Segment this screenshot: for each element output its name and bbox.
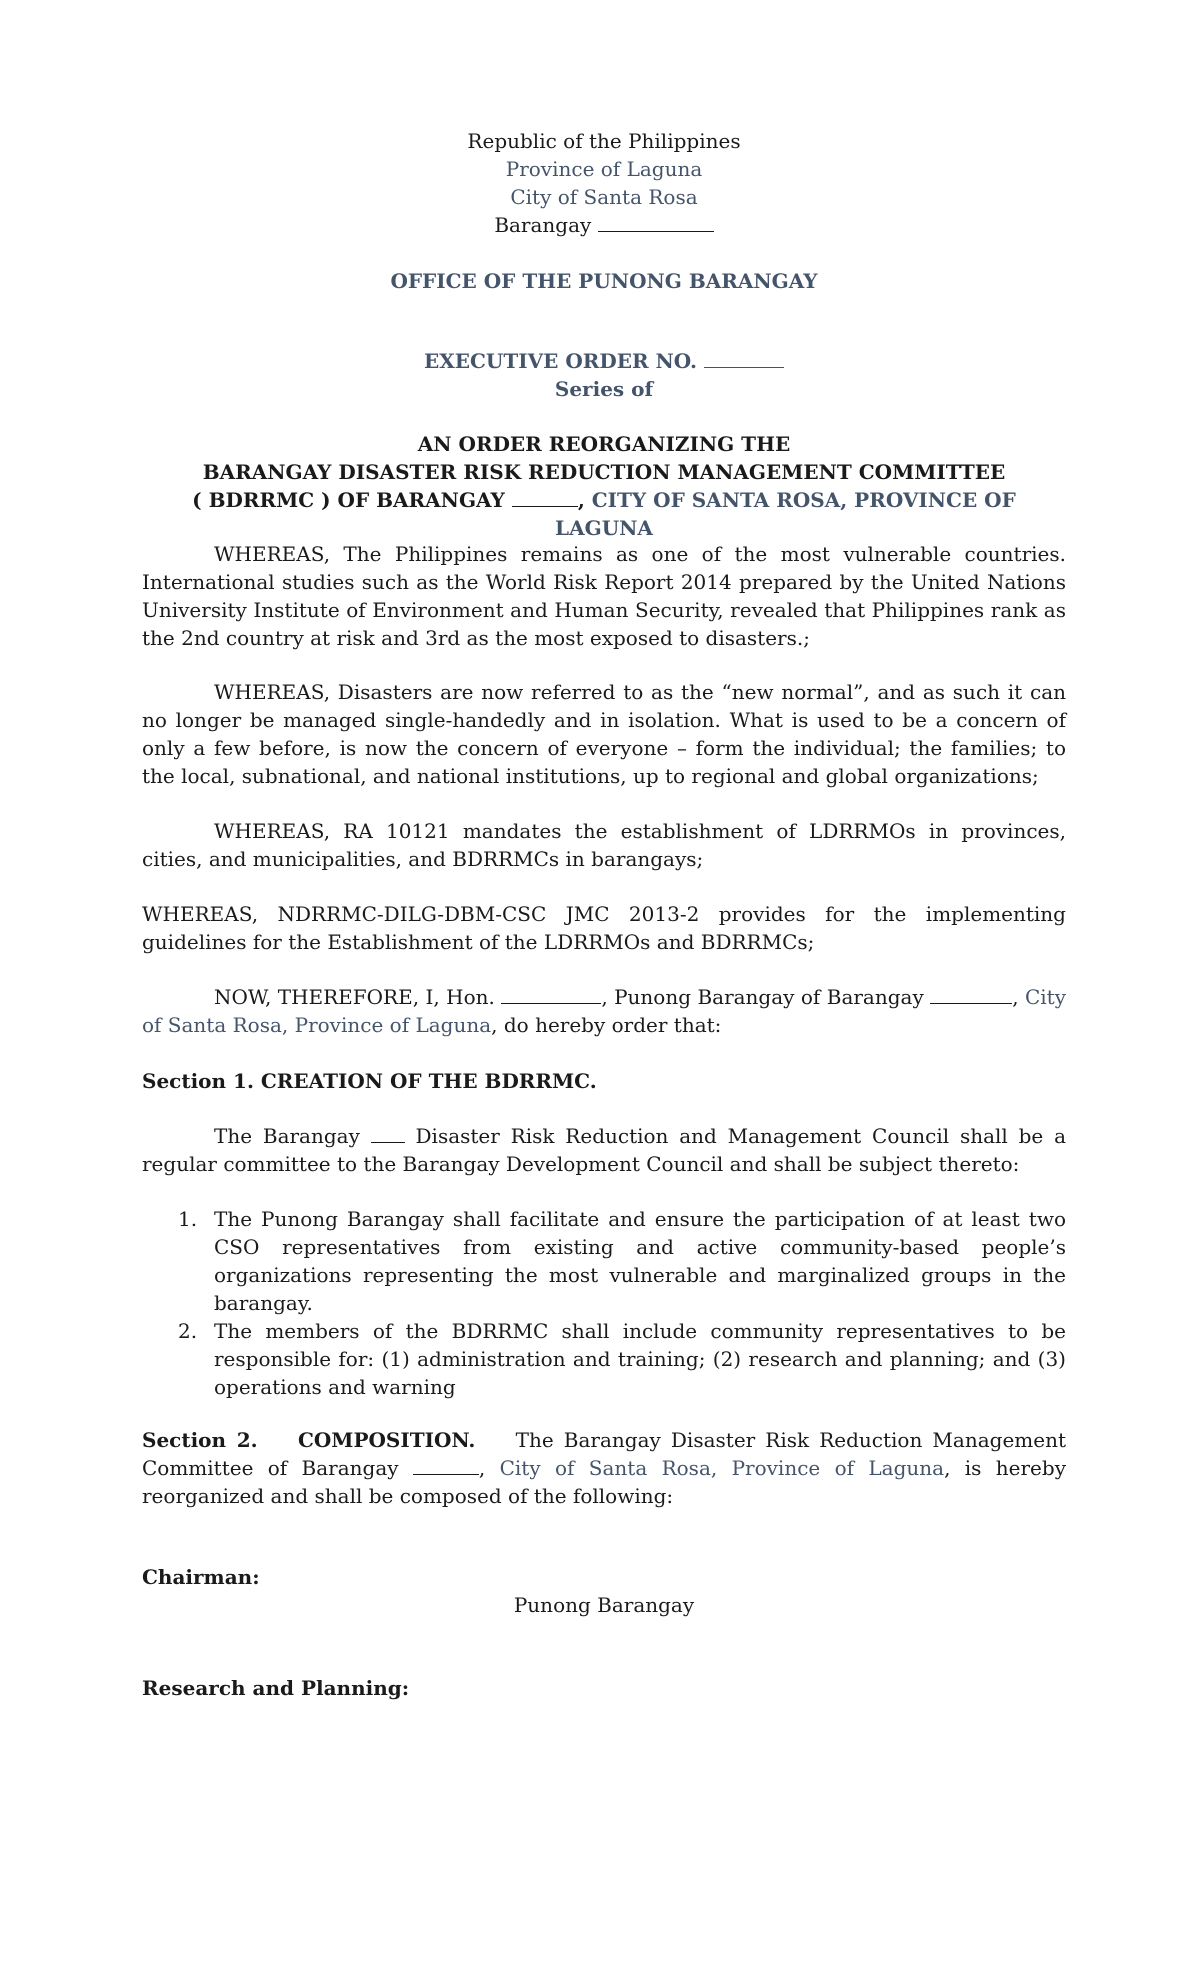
list-item-number: 2. bbox=[178, 1319, 198, 1343]
section1-intro-b: Disaster Risk Reduction and Management Council shall be a regular committee to the Barangay Development Council and shall be subject thereto: bbox=[142, 1124, 1066, 1176]
hon-name-blank bbox=[501, 985, 601, 1004]
barangay-blank bbox=[598, 213, 714, 232]
now-therefore-part2: , Punong Barangay of Barangay bbox=[601, 985, 924, 1009]
order-title-line3 bbox=[142, 486, 1066, 542]
now-therefore-clause bbox=[142, 983, 1066, 1039]
section2-city-province: City of Santa Rosa, Province of Laguna bbox=[499, 1456, 945, 1480]
office-title: OFFICE OF THE PUNONG BARANGAY bbox=[390, 269, 818, 293]
section2-text-a: The Barangay Disaster Risk Reduction Management Committee of Barangay bbox=[142, 1428, 1066, 1480]
list-item bbox=[142, 1317, 1066, 1401]
city-line: City of Santa Rosa bbox=[510, 185, 698, 209]
list-item-text: The Punong Barangay shall facilitate and ensure the participation of at least two CSO representatives from existing and active community-based people’s organizations representing the most vulnerable and marginalized groups in the barangay. bbox=[214, 1207, 1066, 1315]
section2-text-b: , bbox=[478, 1456, 486, 1480]
barangay-line bbox=[142, 211, 1066, 239]
chairman-label: Chairman: bbox=[142, 1565, 260, 1589]
order-title-line2: BARANGAY DISASTER RISK REDUCTION MANAGEMENT COMMITTEE bbox=[202, 460, 1006, 484]
whereas-clause-1: WHEREAS, The Philippines remains as one of the most vulnerable countries. International studies such as the World Risk Report 2014 prepared by the United Nations University Institute of Environment and Human Security, revealed that Philippines rank as the 2nd country at risk and 3rd as the most exposed to disasters.; bbox=[142, 542, 1066, 650]
now-therefore-city-province: City of Santa Rosa, Province of Laguna bbox=[142, 985, 1067, 1037]
section1-intro-a: The Barangay bbox=[214, 1124, 360, 1148]
section1-barangay-blank bbox=[371, 1124, 405, 1143]
order-title-line1: AN ORDER REORGANIZING THE bbox=[417, 432, 791, 456]
order-title-city-province: CITY OF SANTA ROSA, PROVINCE OF LAGUNA bbox=[555, 488, 1016, 540]
province-line: Province of Laguna bbox=[505, 157, 703, 181]
section2-barangay-blank bbox=[413, 1456, 479, 1475]
order-number-label: EXECUTIVE ORDER NO. bbox=[423, 349, 698, 373]
section1-heading: Section 1. CREATION OF THE BDRRMC. bbox=[142, 1069, 597, 1093]
list-item-number: 1. bbox=[178, 1207, 198, 1231]
order-number-block bbox=[142, 347, 1066, 403]
research-planning-label: Research and Planning: bbox=[142, 1676, 410, 1700]
section2-heading-number: Section 2. bbox=[142, 1428, 258, 1452]
list-item bbox=[142, 1205, 1066, 1317]
order-title-comma: , bbox=[577, 488, 585, 512]
letterhead bbox=[142, 127, 1066, 239]
list-item-text: The members of the BDRRMC shall include community representatives to be responsible for: (1) administration and training; (2) research and planning; and (3) operations and warning bbox=[214, 1319, 1066, 1399]
barangay-label: Barangay bbox=[494, 213, 592, 237]
whereas-clause-2: WHEREAS, Disasters are now referred to as the “new normal”, and as such it can no longer be managed single-handedly and in isolation. What is used to be a concern of only a few before, is now the concern of everyone – form the individual; the families; to the local, subnational, and national institutions, up to regional and global organizations; bbox=[142, 680, 1066, 788]
order-title-block bbox=[142, 430, 1066, 542]
section2-text-c: , is hereby reorganized and shall be composed of the following: bbox=[142, 1456, 1066, 1508]
whereas-clause-4: WHEREAS, NDRRMC-DILG-DBM-CSC JMC 2013-2 provides for the implementing guidelines for the Establishment of the LDRRMOs and BDRRMCs; bbox=[142, 902, 1066, 954]
now-therefore-part4: , do hereby order that: bbox=[491, 1013, 722, 1037]
order-series: Series of bbox=[554, 377, 654, 401]
order-number-blank bbox=[704, 349, 784, 368]
order-title-blank bbox=[512, 488, 578, 507]
now-therefore-part1: NOW, THEREFORE, I, Hon. bbox=[214, 985, 495, 1009]
barangay-name-blank bbox=[930, 985, 1012, 1004]
section1-intro bbox=[142, 1122, 1066, 1178]
whereas-clause-3: WHEREAS, RA 10121 mandates the establishment of LDRRMOs in provinces, cities, and municipalities, and BDRRMCs in barangays; bbox=[142, 819, 1066, 871]
republic-line: Republic of the Philippines bbox=[467, 129, 741, 153]
section2-heading-title: COMPOSITION. bbox=[297, 1428, 476, 1452]
order-title-bdrrmc: ( BDRRMC ) OF BARANGAY bbox=[192, 488, 505, 512]
section1-list bbox=[142, 1205, 1066, 1401]
chairman-value: Punong Barangay bbox=[513, 1593, 695, 1617]
now-therefore-part3: , bbox=[1012, 985, 1019, 1009]
section2-paragraph bbox=[142, 1426, 1066, 1510]
order-number bbox=[142, 347, 1066, 375]
